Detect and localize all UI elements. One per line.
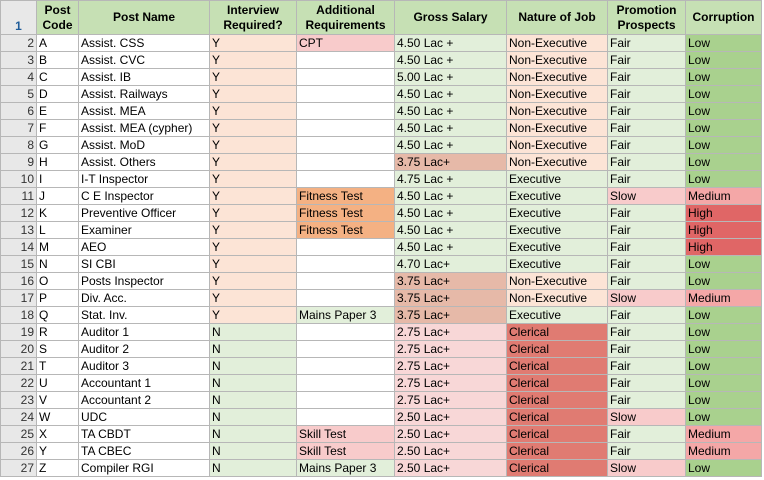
gross-salary-cell[interactable]: 2.75 Lac+ <box>395 324 507 341</box>
interview-cell[interactable]: Y <box>210 273 297 290</box>
nature-of-job-cell[interactable]: Non-Executive <box>507 290 608 307</box>
post-code-cell[interactable]: W <box>37 409 79 426</box>
additional-requirements-cell[interactable] <box>297 103 395 120</box>
additional-requirements-cell[interactable]: Skill Test <box>297 426 395 443</box>
nature-of-job-cell[interactable]: Clerical <box>507 375 608 392</box>
post-code-cell[interactable]: Y <box>37 443 79 460</box>
gross-salary-cell[interactable]: 4.50 Lac + <box>395 188 507 205</box>
post-code-header[interactable]: Post Code <box>37 1 79 35</box>
row-number-cell[interactable]: 26 <box>1 443 37 460</box>
post-code-cell[interactable]: H <box>37 154 79 171</box>
promotion-prospects-cell[interactable]: Fair <box>608 69 686 86</box>
nature-of-job-cell[interactable]: Executive <box>507 205 608 222</box>
row-number-cell[interactable]: 22 <box>1 375 37 392</box>
gross-salary-cell[interactable]: 4.50 Lac + <box>395 222 507 239</box>
post-name-cell[interactable]: C E Inspector <box>79 188 210 205</box>
table-row <box>1 409 762 426</box>
corruption-cell[interactable]: Medium <box>686 426 762 443</box>
post-name-cell[interactable]: Assist. CSS <box>79 35 210 52</box>
table-row <box>1 290 762 307</box>
row-number-cell[interactable]: 15 <box>1 256 37 273</box>
post-name-cell[interactable]: Auditor 2 <box>79 341 210 358</box>
row-number-cell[interactable]: 17 <box>1 290 37 307</box>
nature-of-job-cell[interactable]: Executive <box>507 239 608 256</box>
gross-salary-cell[interactable]: 3.75 Lac+ <box>395 154 507 171</box>
interview-cell[interactable]: N <box>210 460 297 477</box>
promotion-prospects-cell[interactable]: Slow <box>608 290 686 307</box>
nature-of-job-cell[interactable]: Non-Executive <box>507 86 608 103</box>
table-row <box>1 154 762 171</box>
row-number-cell[interactable]: 14 <box>1 239 37 256</box>
additional-requirements-cell[interactable] <box>297 341 395 358</box>
table-row <box>1 307 762 324</box>
gross-salary-cell[interactable]: 4.50 Lac + <box>395 239 507 256</box>
row-number-cell[interactable]: 27 <box>1 460 37 477</box>
additional-requirements-cell[interactable] <box>297 52 395 69</box>
post-code-cell[interactable]: X <box>37 426 79 443</box>
promotion-prospects-cell[interactable]: Fair <box>608 273 686 290</box>
corruption-cell[interactable]: Low <box>686 460 762 477</box>
promotion-prospects-cell[interactable]: Fair <box>608 52 686 69</box>
interview-cell[interactable]: Y <box>210 205 297 222</box>
additional-requirements-cell[interactable] <box>297 358 395 375</box>
table-row <box>1 52 762 69</box>
table-row <box>1 137 762 154</box>
nature-of-job-cell[interactable]: Executive <box>507 222 608 239</box>
gross-salary-cell[interactable]: 2.50 Lac+ <box>395 443 507 460</box>
promotion-prospects-cell[interactable]: Fair <box>608 137 686 154</box>
promotion-prospects-cell[interactable]: Slow <box>608 188 686 205</box>
additional-requirements-header[interactable]: Additional Requirements <box>297 1 395 35</box>
gross-salary-cell[interactable]: 4.50 Lac + <box>395 86 507 103</box>
table-row <box>1 392 762 409</box>
gross-salary-cell[interactable]: 3.75 Lac+ <box>395 307 507 324</box>
row-number-cell[interactable]: 12 <box>1 205 37 222</box>
post-code-cell[interactable]: T <box>37 358 79 375</box>
corruption-cell[interactable]: Low <box>686 52 762 69</box>
gross-salary-cell[interactable]: 2.50 Lac+ <box>395 460 507 477</box>
additional-requirements-cell[interactable] <box>297 86 395 103</box>
corruption-cell[interactable]: Low <box>686 171 762 188</box>
interview-cell[interactable]: Y <box>210 171 297 188</box>
row-number-cell[interactable]: 3 <box>1 52 37 69</box>
table-row <box>1 205 762 222</box>
table-row <box>1 222 762 239</box>
corruption-cell[interactable]: Low <box>686 120 762 137</box>
post-code-cell[interactable]: F <box>37 120 79 137</box>
table-row <box>1 171 762 188</box>
interview-cell[interactable]: N <box>210 341 297 358</box>
nature-of-job-cell[interactable]: Non-Executive <box>507 35 608 52</box>
corruption-cell[interactable]: Low <box>686 392 762 409</box>
post-name-cell[interactable]: Accountant 2 <box>79 392 210 409</box>
corruption-cell[interactable]: Low <box>686 341 762 358</box>
nature-of-job-cell[interactable]: Executive <box>507 171 608 188</box>
gross-salary-cell[interactable]: 4.50 Lac + <box>395 137 507 154</box>
post-code-cell[interactable]: K <box>37 205 79 222</box>
table-body <box>1 35 762 477</box>
post-name-cell[interactable]: Compiler RGI <box>79 460 210 477</box>
corruption-cell[interactable]: Medium <box>686 188 762 205</box>
nature-of-job-cell[interactable]: Non-Executive <box>507 52 608 69</box>
interview-cell[interactable]: Y <box>210 154 297 171</box>
row-number-cell[interactable]: 4 <box>1 69 37 86</box>
promotion-prospects-cell[interactable]: Slow <box>608 409 686 426</box>
post-code-cell[interactable]: S <box>37 341 79 358</box>
promotion-prospects-cell[interactable]: Fair <box>608 324 686 341</box>
row-number-cell[interactable]: 25 <box>1 426 37 443</box>
nature-of-job-cell[interactable]: Non-Executive <box>507 103 608 120</box>
nature-of-job-cell[interactable]: Clerical <box>507 341 608 358</box>
post-name-cell[interactable]: AEO <box>79 239 210 256</box>
post-name-cell[interactable]: Div. Acc. <box>79 290 210 307</box>
promotion-prospects-cell[interactable]: Fair <box>608 375 686 392</box>
additional-requirements-cell[interactable]: Mains Paper 3 <box>297 460 395 477</box>
promotion-prospects-cell[interactable]: Fair <box>608 103 686 120</box>
promotion-prospects-cell[interactable]: Fair <box>608 443 686 460</box>
post-name-cell[interactable]: Auditor 1 <box>79 324 210 341</box>
promotion-prospects-cell[interactable]: Fair <box>608 341 686 358</box>
corruption-cell[interactable]: High <box>686 205 762 222</box>
post-name-cell[interactable]: Preventive Officer <box>79 205 210 222</box>
gross-salary-cell[interactable]: 4.50 Lac + <box>395 205 507 222</box>
row-number-cell[interactable]: 20 <box>1 341 37 358</box>
interview-cell[interactable]: Y <box>210 103 297 120</box>
gross-salary-cell[interactable]: 3.75 Lac+ <box>395 273 507 290</box>
post-name-cell[interactable]: Assist. MEA <box>79 103 210 120</box>
post-code-cell[interactable]: L <box>37 222 79 239</box>
post-name-cell[interactable]: Examiner <box>79 222 210 239</box>
row-number-cell[interactable]: 21 <box>1 358 37 375</box>
row-number-cell[interactable]: 8 <box>1 137 37 154</box>
interview-cell[interactable]: Y <box>210 35 297 52</box>
row-number-cell[interactable]: 13 <box>1 222 37 239</box>
post-code-cell[interactable]: M <box>37 239 79 256</box>
interview-cell[interactable]: N <box>210 426 297 443</box>
nature-of-job-header[interactable]: Nature of Job <box>507 1 608 35</box>
promotion-prospects-cell[interactable]: Fair <box>608 239 686 256</box>
corruption-cell[interactable]: Low <box>686 358 762 375</box>
row-number-cell[interactable]: 7 <box>1 120 37 137</box>
gross-salary-cell[interactable]: 4.70 Lac+ <box>395 256 507 273</box>
post-code-cell[interactable]: P <box>37 290 79 307</box>
row-number-cell[interactable]: 23 <box>1 392 37 409</box>
post-name-header[interactable]: Post Name <box>79 1 210 35</box>
post-code-cell[interactable]: G <box>37 137 79 154</box>
post-name-cell[interactable]: Assist. MoD <box>79 137 210 154</box>
additional-requirements-cell[interactable]: CPT <box>297 35 395 52</box>
additional-requirements-cell[interactable] <box>297 273 395 290</box>
interview-cell[interactable]: N <box>210 443 297 460</box>
additional-requirements-cell[interactable] <box>297 120 395 137</box>
post-code-cell[interactable]: U <box>37 375 79 392</box>
corruption-cell[interactable]: Low <box>686 307 762 324</box>
corruption-cell[interactable]: Low <box>686 256 762 273</box>
additional-requirements-cell[interactable] <box>297 256 395 273</box>
post-name-cell[interactable]: Assist. MEA (cypher) <box>79 120 210 137</box>
promotion-prospects-cell[interactable]: Fair <box>608 358 686 375</box>
row-number-cell[interactable]: 9 <box>1 154 37 171</box>
gross-salary-cell[interactable]: 5.00 Lac + <box>395 69 507 86</box>
nature-of-job-cell[interactable]: Clerical <box>507 324 608 341</box>
additional-requirements-cell[interactable] <box>297 392 395 409</box>
nature-of-job-cell[interactable]: Clerical <box>507 460 608 477</box>
nature-of-job-cell[interactable]: Clerical <box>507 358 608 375</box>
promotion-prospects-cell[interactable]: Fair <box>608 392 686 409</box>
gross-salary-cell[interactable]: 4.75 Lac + <box>395 171 507 188</box>
post-name-cell[interactable]: Assist. Others <box>79 154 210 171</box>
corruption-header[interactable]: Corruption <box>686 1 762 35</box>
nature-of-job-cell[interactable]: Clerical <box>507 392 608 409</box>
table-row <box>1 324 762 341</box>
additional-requirements-cell[interactable] <box>297 239 395 256</box>
corruption-cell[interactable]: Low <box>686 69 762 86</box>
post-code-cell[interactable]: Q <box>37 307 79 324</box>
table-row <box>1 460 762 477</box>
post-name-cell[interactable]: SI CBI <box>79 256 210 273</box>
promotion-prospects-cell[interactable]: Fair <box>608 205 686 222</box>
row-number-cell[interactable]: 16 <box>1 273 37 290</box>
interview-cell[interactable]: Y <box>210 120 297 137</box>
gross-salary-cell[interactable]: 4.50 Lac + <box>395 52 507 69</box>
nature-of-job-cell[interactable]: Non-Executive <box>507 154 608 171</box>
row-number-header[interactable]: 1 <box>1 1 37 35</box>
row-number-cell[interactable]: 6 <box>1 103 37 120</box>
interview-cell[interactable]: Y <box>210 188 297 205</box>
interview-cell[interactable]: N <box>210 324 297 341</box>
table-row <box>1 273 762 290</box>
post-name-cell[interactable]: Assist. IB <box>79 69 210 86</box>
interview-cell[interactable]: Y <box>210 69 297 86</box>
row-number-cell[interactable]: 5 <box>1 86 37 103</box>
promotion-prospects-cell[interactable]: Fair <box>608 120 686 137</box>
row-number-cell[interactable]: 18 <box>1 307 37 324</box>
nature-of-job-cell[interactable]: Executive <box>507 188 608 205</box>
promotion-prospects-cell[interactable]: Fair <box>608 154 686 171</box>
post-code-cell[interactable]: N <box>37 256 79 273</box>
nature-of-job-cell[interactable]: Non-Executive <box>507 120 608 137</box>
nature-of-job-cell[interactable]: Executive <box>507 256 608 273</box>
interview-cell[interactable]: Y <box>210 307 297 324</box>
table-row <box>1 35 762 52</box>
interview-header[interactable]: Interview Required? <box>210 1 297 35</box>
additional-requirements-cell[interactable]: Skill Test <box>297 443 395 460</box>
table-row <box>1 86 762 103</box>
interview-cell[interactable]: Y <box>210 52 297 69</box>
gross-salary-cell[interactable]: 2.75 Lac+ <box>395 392 507 409</box>
corruption-cell[interactable]: High <box>686 239 762 256</box>
post-code-cell[interactable]: C <box>37 69 79 86</box>
table-row <box>1 120 762 137</box>
post-name-cell[interactable]: Posts Inspector <box>79 273 210 290</box>
post-name-cell[interactable]: TA CBEC <box>79 443 210 460</box>
table-row <box>1 188 762 205</box>
nature-of-job-cell[interactable]: Non-Executive <box>507 69 608 86</box>
additional-requirements-cell[interactable] <box>297 409 395 426</box>
corruption-cell[interactable]: Low <box>686 35 762 52</box>
table-row <box>1 256 762 273</box>
additional-requirements-cell[interactable] <box>297 375 395 392</box>
table-row <box>1 426 762 443</box>
row-number-cell[interactable]: 2 <box>1 35 37 52</box>
post-code-cell[interactable]: A <box>37 35 79 52</box>
corruption-cell[interactable]: Medium <box>686 290 762 307</box>
post-name-cell[interactable]: Assist. Railways <box>79 86 210 103</box>
gross-salary-cell[interactable]: 4.50 Lac + <box>395 35 507 52</box>
interview-cell[interactable]: Y <box>210 290 297 307</box>
table-row <box>1 103 762 120</box>
additional-requirements-cell[interactable] <box>297 290 395 307</box>
additional-requirements-cell[interactable]: Mains Paper 3 <box>297 307 395 324</box>
post-code-cell[interactable]: R <box>37 324 79 341</box>
table-row <box>1 443 762 460</box>
additional-requirements-cell[interactable] <box>297 171 395 188</box>
gross-salary-cell[interactable]: 2.75 Lac+ <box>395 358 507 375</box>
table-row <box>1 239 762 256</box>
post-code-cell[interactable]: O <box>37 273 79 290</box>
promotion-prospects-cell[interactable]: Fair <box>608 426 686 443</box>
promotion-prospects-cell[interactable]: Fair <box>608 307 686 324</box>
header-row <box>1 1 762 35</box>
corruption-cell[interactable]: Low <box>686 154 762 171</box>
gross-salary-cell[interactable]: 2.75 Lac+ <box>395 341 507 358</box>
post-name-cell[interactable]: Stat. Inv. <box>79 307 210 324</box>
promotion-prospects-cell[interactable]: Fair <box>608 171 686 188</box>
promotion-prospects-cell[interactable]: Fair <box>608 86 686 103</box>
nature-of-job-cell[interactable]: Non-Executive <box>507 137 608 154</box>
row-number-cell[interactable]: 10 <box>1 171 37 188</box>
promotion-prospects-header[interactable]: Promotion Prospects <box>608 1 686 35</box>
post-code-cell[interactable]: Z <box>37 460 79 477</box>
additional-requirements-cell[interactable]: Fitness Test <box>297 188 395 205</box>
corruption-cell[interactable]: High <box>686 222 762 239</box>
post-name-cell[interactable]: Assist. CVC <box>79 52 210 69</box>
post-code-cell[interactable]: D <box>37 86 79 103</box>
additional-requirements-cell[interactable]: Fitness Test <box>297 222 395 239</box>
corruption-cell[interactable]: Low <box>686 324 762 341</box>
nature-of-job-cell[interactable]: Executive <box>507 307 608 324</box>
post-code-cell[interactable]: I <box>37 171 79 188</box>
row-number-cell[interactable]: 19 <box>1 324 37 341</box>
corruption-cell[interactable]: Low <box>686 409 762 426</box>
corruption-cell[interactable]: Low <box>686 137 762 154</box>
corruption-cell[interactable]: Low <box>686 273 762 290</box>
post-code-cell[interactable]: B <box>37 52 79 69</box>
corruption-cell[interactable]: Low <box>686 375 762 392</box>
interview-cell[interactable]: N <box>210 409 297 426</box>
gross-salary-cell[interactable]: 2.50 Lac+ <box>395 409 507 426</box>
additional-requirements-cell[interactable] <box>297 154 395 171</box>
nature-of-job-cell[interactable]: Clerical <box>507 426 608 443</box>
corruption-cell[interactable]: Medium <box>686 443 762 460</box>
nature-of-job-cell[interactable]: Clerical <box>507 409 608 426</box>
additional-requirements-cell[interactable] <box>297 324 395 341</box>
interview-cell[interactable]: Y <box>210 137 297 154</box>
corruption-cell[interactable]: Low <box>686 103 762 120</box>
promotion-prospects-cell[interactable]: Fair <box>608 256 686 273</box>
post-name-cell[interactable]: Accountant 1 <box>79 375 210 392</box>
gross-salary-cell[interactable]: 4.50 Lac + <box>395 120 507 137</box>
additional-requirements-cell[interactable]: Fitness Test <box>297 205 395 222</box>
post-name-cell[interactable]: Auditor 3 <box>79 358 210 375</box>
post-name-cell[interactable]: UDC <box>79 409 210 426</box>
gross-salary-cell[interactable]: 3.75 Lac+ <box>395 290 507 307</box>
nature-of-job-cell[interactable]: Non-Executive <box>507 273 608 290</box>
interview-cell[interactable]: Y <box>210 86 297 103</box>
table-row <box>1 341 762 358</box>
additional-requirements-cell[interactable] <box>297 69 395 86</box>
gross-salary-header[interactable]: Gross Salary <box>395 1 507 35</box>
promotion-prospects-cell[interactable]: Slow <box>608 460 686 477</box>
additional-requirements-cell[interactable] <box>297 137 395 154</box>
table-row <box>1 375 762 392</box>
corruption-cell[interactable]: Low <box>686 86 762 103</box>
table-row <box>1 69 762 86</box>
post-code-cell[interactable]: E <box>37 103 79 120</box>
post-code-cell[interactable]: J <box>37 188 79 205</box>
table-row <box>1 358 762 375</box>
gross-salary-cell[interactable]: 4.50 Lac + <box>395 103 507 120</box>
interview-cell[interactable]: Y <box>210 222 297 239</box>
nature-of-job-cell[interactable]: Clerical <box>507 443 608 460</box>
promotion-prospects-cell[interactable]: Fair <box>608 222 686 239</box>
row-number-cell[interactable]: 11 <box>1 188 37 205</box>
post-code-cell[interactable]: V <box>37 392 79 409</box>
interview-cell[interactable]: N <box>210 375 297 392</box>
interview-cell[interactable]: N <box>210 392 297 409</box>
gross-salary-cell[interactable]: 2.50 Lac+ <box>395 426 507 443</box>
post-name-cell[interactable]: TA CBDT <box>79 426 210 443</box>
interview-cell[interactable]: Y <box>210 239 297 256</box>
row-number-cell[interactable]: 24 <box>1 409 37 426</box>
interview-cell[interactable]: Y <box>210 256 297 273</box>
gross-salary-cell[interactable]: 2.75 Lac+ <box>395 375 507 392</box>
promotion-prospects-cell[interactable]: Fair <box>608 35 686 52</box>
post-name-cell[interactable]: I-T Inspector <box>79 171 210 188</box>
interview-cell[interactable]: N <box>210 358 297 375</box>
